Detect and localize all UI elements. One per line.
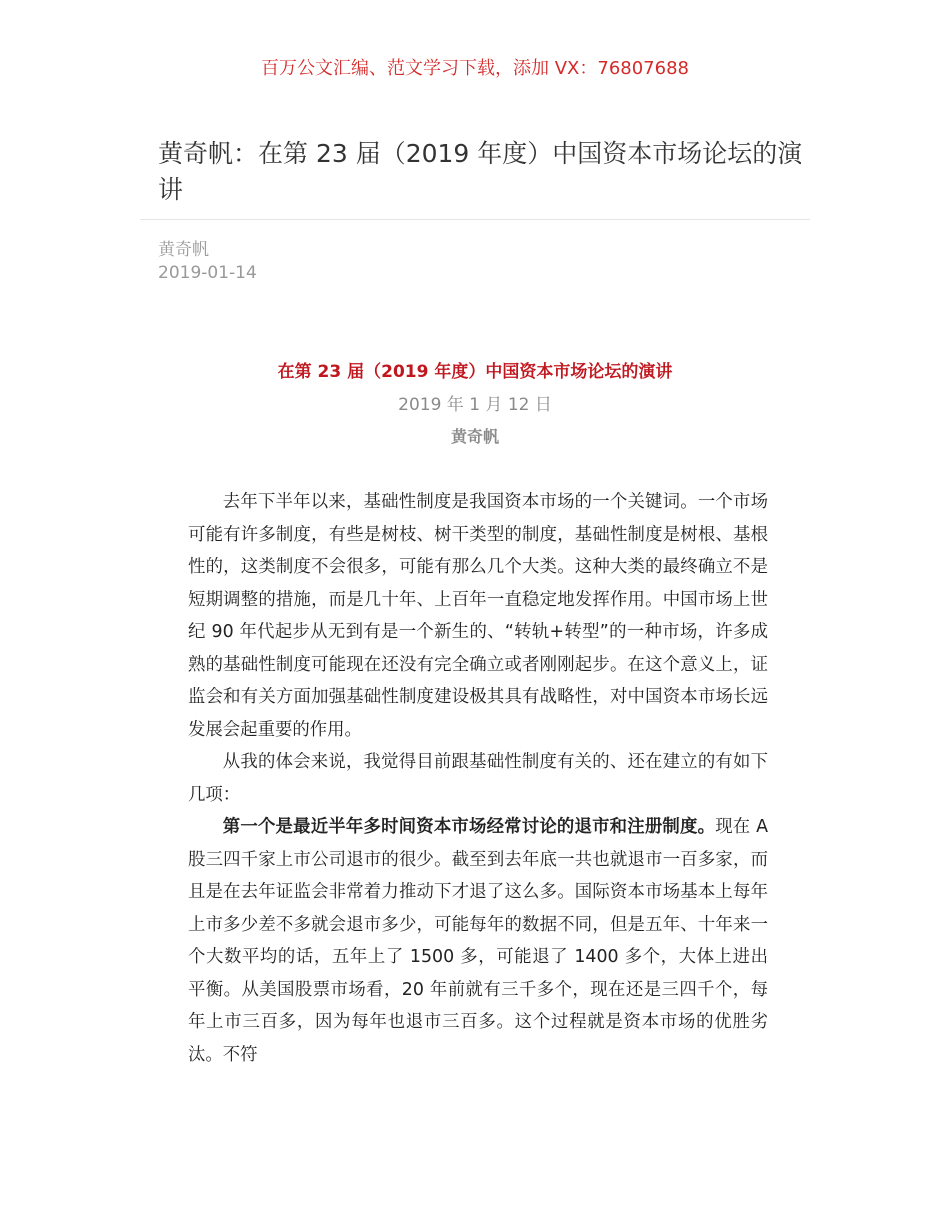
paragraph-2: 从我的体会来说，我觉得目前跟基础性制度有关的、还在建立的有如下几项： bbox=[188, 752, 768, 805]
article-author: 黄奇帆 bbox=[158, 240, 209, 260]
article-date: 2019-01-14 bbox=[158, 263, 257, 283]
paragraph-3-heading: 第一个是最近半年多时间资本市场经常讨论的退市和注册制度。 bbox=[222, 817, 716, 837]
article-title: 黄奇帆：在第 23 届（2019 年度）中国资本市场论坛的演讲 bbox=[158, 139, 803, 204]
paragraph-3 bbox=[188, 811, 768, 1071]
paragraph-3-text: 现在 A 股三四千家上市公司退市的很少。截至到去年底一共也就退市一百多家，而且是在去年证监会非常着力推动下才退了这么多。国际资本市场基本上每年上市多少差不多就会退市多少，可能每年的数据不同，但是五年、十年来一个大数平均的话，五年上了 1500 多，可能退了 1400 多个，大体上进出平衡。从美国股票市场看，20 年前就有三千多个，现在还是三四千个，每年上市三百多，因为每年也退市三百多。这个过程就是资本市场的优胜劣汰。不符 bbox=[188, 817, 768, 1065]
paragraph-1: 去年下半年以来，基础性制度是我国资本市场的一个关键词。一个市场可能有许多制度，有些是树枝、树干类型的制度，基础性制度是树根、基根性的，这类制度不会很多，可能有那么几个大类。这种大类的最终确立不是短期调整的措施，而是几十年、上百年一直稳定地发挥作用。中国市场上世纪 90 年代起步从无到有是一个新生的、“转轨+转型”的一种市场，许多成熟的基础性制度可能现在还没有完全确立或者刚刚起步。在这个意义上，证监会和有关方面加强基础性制度建设极其具有战略性，对中国资本市场长远发展会起重要的作用。 bbox=[188, 492, 768, 740]
promo-banner: 百万公文汇编、范文学习下载，添加 VX：76807688 bbox=[261, 58, 689, 79]
speech-author: 黄奇帆 bbox=[450, 427, 499, 446]
title-divider bbox=[140, 219, 810, 220]
speech-date: 2019 年 1 月 12 日 bbox=[398, 395, 552, 415]
article-body bbox=[188, 486, 768, 1071]
speech-title: 在第 23 届（2019 年度）中国资本市场论坛的演讲 bbox=[277, 362, 673, 382]
